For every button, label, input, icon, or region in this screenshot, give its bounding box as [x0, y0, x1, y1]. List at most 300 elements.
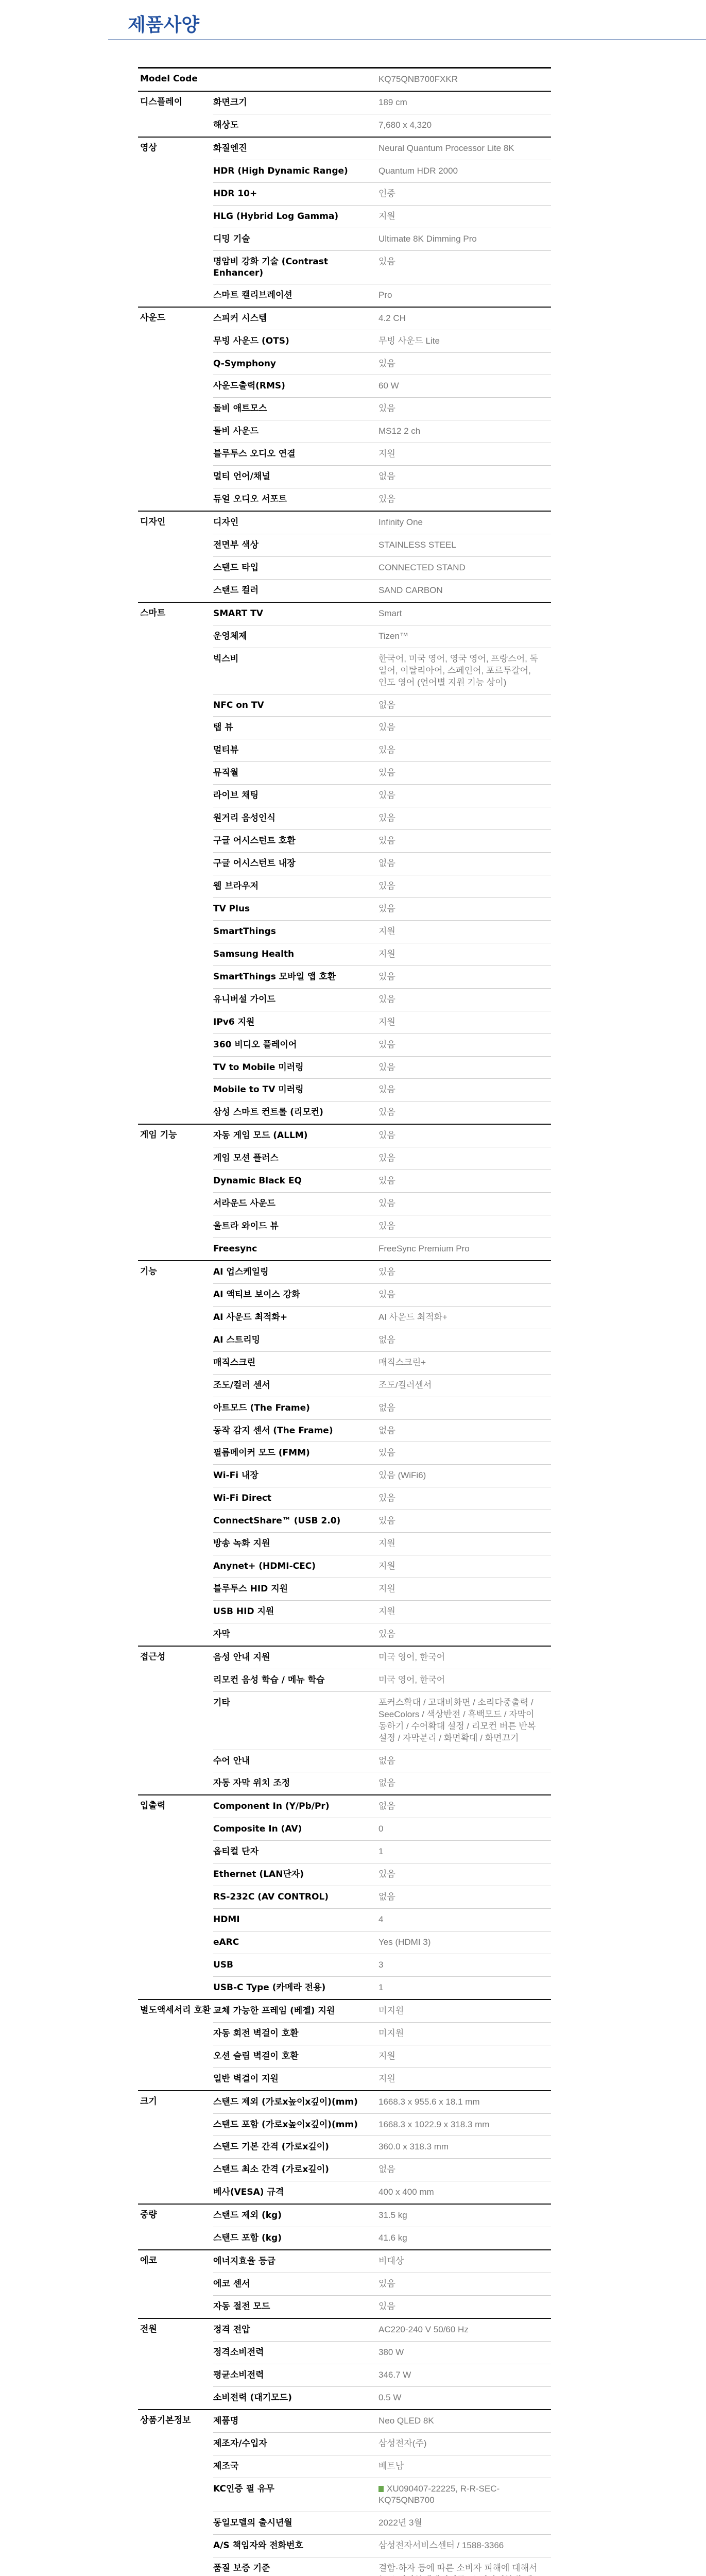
spec-value: 없음: [378, 853, 551, 875]
spec-value: 있음: [378, 1442, 551, 1465]
spec-label: 필름메이커 모드 (FMM): [213, 1442, 378, 1465]
spec-row: [138, 1329, 551, 1352]
spec-value: 베트남: [378, 2455, 551, 2478]
spec-row: [138, 1555, 551, 1578]
spec-label: Wi-Fi Direct: [213, 1487, 378, 1510]
spec-label: 에코 센서: [213, 2273, 378, 2296]
spec-label: 에너지효율 등급: [213, 2250, 378, 2273]
spec-row: [138, 2000, 551, 2023]
spec-category: [138, 228, 213, 251]
spec-category: [138, 466, 213, 488]
spec-label: 구글 어시스턴트 호환: [213, 830, 378, 853]
spec-label: 기타: [213, 1692, 378, 1750]
spec-category: [138, 1397, 213, 1420]
spec-row: [138, 921, 551, 943]
spec-row: [138, 1647, 551, 1669]
spec-label: 제조국: [213, 2455, 378, 2478]
spec-value: 있음: [378, 1215, 551, 1238]
spec-category: [138, 1692, 213, 1750]
spec-value: Quantum HDR 2000: [378, 160, 551, 183]
spec-value: 346.7 W: [378, 2364, 551, 2387]
spec-label: 360 비디오 플레이어: [213, 1034, 378, 1057]
spec-row: [138, 183, 551, 206]
spec-label: AI 업스케일링: [213, 1261, 378, 1284]
spec-value: 없음: [378, 1420, 551, 1443]
spec-label: 탭 뷰: [213, 717, 378, 739]
spec-category: [138, 625, 213, 648]
spec-category: [138, 2342, 213, 2364]
spec-table: [138, 67, 551, 2576]
spec-category: [138, 717, 213, 739]
spec-label: 자동 게임 모드 (ALLM): [213, 1125, 378, 1147]
spec-value: 지원: [378, 921, 551, 943]
spec-category: 상품기본정보: [140, 2415, 191, 2426]
spec-category: [138, 2045, 213, 2068]
spec-row: [138, 1465, 551, 1487]
spec-row: [138, 1795, 551, 1818]
spec-category: [138, 1750, 213, 1773]
spec-value: 지원: [378, 2045, 551, 2068]
spec-value: 31.5 kg: [378, 2205, 551, 2227]
spec-row: [138, 2512, 551, 2535]
spec-row: [138, 251, 551, 284]
spec-row: [138, 1147, 551, 1170]
spec-section: [138, 1124, 551, 1260]
spec-value: [378, 2478, 551, 2513]
spec-value: 380 W: [378, 2342, 551, 2364]
spec-value: STAINLESS STEEL: [378, 534, 551, 557]
spec-label: Q-Symphony: [213, 353, 378, 376]
spec-value: 지원: [378, 1011, 551, 1034]
spec-value: 있음: [378, 1079, 551, 1101]
spec-label: 스마트 캘리브레이션: [213, 290, 292, 300]
spec-value: 있음: [378, 1284, 551, 1307]
spec-category: [138, 1079, 213, 1101]
spec-value: 지원: [378, 2073, 395, 2083]
spec-label: 스탠드 최소 간격 (가로x깊이): [213, 2159, 378, 2181]
spec-value: 있음: [378, 830, 551, 853]
spec-category: [138, 943, 213, 966]
spec-section: [138, 2318, 551, 2409]
spec-category: [138, 1863, 213, 1886]
spec-value: 무빙 사운드 Lite: [378, 330, 551, 353]
spec-value: 7,680 x 4,320: [378, 120, 432, 130]
spec-label: 서라운드 사운드: [213, 1193, 378, 1215]
spec-label: TV Plus: [213, 898, 378, 921]
spec-row: [138, 1420, 551, 1443]
spec-row: [138, 1125, 551, 1147]
spec-row: [138, 2557, 551, 2576]
spec-category: [138, 443, 213, 466]
spec-row: [138, 1261, 551, 1284]
spec-label: 교체 가능한 프레임 (베젤) 지원: [213, 2000, 378, 2023]
spec-category: [138, 353, 213, 376]
spec-label: 돌비 애트모스: [213, 398, 378, 420]
spec-row: [138, 1954, 551, 1977]
spec-value: 지원: [378, 443, 551, 466]
spec-value-text: XU090407-22225, R-R-SEC-KQ75QNB700: [378, 2483, 500, 2505]
spec-category: [138, 183, 213, 206]
spec-label: 라이브 채팅: [213, 785, 378, 807]
spec-label: 동작 감지 센서 (The Frame): [213, 1420, 378, 1443]
spec-row: [138, 694, 551, 717]
spec-value: 있음: [378, 762, 551, 785]
spec-row: [138, 308, 551, 330]
spec-category: [138, 1909, 213, 1931]
spec-row: [138, 138, 551, 160]
spec-value: Neo QLED 8K: [378, 2410, 551, 2433]
spec-label: Mobile to TV 미러링: [213, 1079, 378, 1101]
spec-value: AC220-240 V 50/60 Hz: [378, 2319, 551, 2342]
spec-value: 2022년 3월: [378, 2512, 551, 2535]
spec-value: 있음: [378, 2273, 551, 2296]
spec-category: [138, 1442, 213, 1465]
spec-row: [138, 114, 551, 137]
spec-value: 미지원: [378, 2000, 551, 2023]
spec-label: 제품명: [213, 2410, 378, 2433]
spec-row: [138, 2159, 551, 2181]
spec-value: 3: [378, 1954, 551, 1977]
spec-section: [138, 2090, 551, 2204]
spec-row: [138, 625, 551, 648]
spec-label: 스탠드 제외 (kg): [213, 2205, 378, 2227]
spec-row: [138, 739, 551, 762]
spec-label: AI 스트리밍: [213, 1329, 378, 1352]
spec-category: [138, 580, 213, 602]
kc-mark-icon: [378, 2486, 384, 2492]
spec-category: [138, 2181, 213, 2204]
spec-label: 방송 녹화 지원: [213, 1533, 378, 1555]
spec-value: 1: [378, 1841, 551, 1863]
spec-label: 스탠드 기본 간격 (가로x깊이): [213, 2136, 378, 2159]
spec-value: 1668.3 x 1022.9 x 318.3 mm: [378, 2114, 551, 2137]
spec-label: HLG (Hybrid Log Gamma): [213, 206, 378, 228]
spec-category: 중량: [140, 2210, 157, 2221]
spec-category: [138, 114, 213, 137]
spec-category: [138, 966, 213, 989]
spec-category: [138, 1307, 213, 1329]
spec-row: [138, 1215, 551, 1238]
spec-row: [138, 1238, 551, 1260]
spec-row: [138, 557, 551, 580]
spec-label: SmartThings 모바일 앱 호환: [213, 966, 378, 989]
spec-value: 있음: [378, 1629, 395, 1639]
spec-label: 조도/컬러 센서: [213, 1375, 378, 1397]
spec-category: [138, 557, 213, 580]
spec-row: [138, 398, 551, 420]
spec-row: [138, 943, 551, 966]
spec-category: [138, 1034, 213, 1057]
spec-label: Dynamic Black EQ: [213, 1170, 378, 1193]
spec-category: [138, 398, 213, 420]
spec-value: 있음: [378, 1487, 551, 1510]
spec-row: [138, 2433, 551, 2455]
spec-label: AI 사운드 최적화+: [213, 1307, 378, 1329]
spec-row: [138, 1772, 551, 1794]
spec-value: 삼성전자서비스센터 / 1588-3366: [378, 2535, 551, 2557]
spec-label: 스탠드 제외 (가로x높이x깊이)(mm): [213, 2091, 378, 2114]
spec-value: Neural Quantum Processor Lite 8K: [378, 138, 551, 160]
spec-label: eARC: [213, 1931, 378, 1954]
spec-row: [138, 1057, 551, 1079]
spec-label: 게임 모션 플러스: [213, 1147, 378, 1170]
spec-category: [138, 1011, 213, 1034]
spec-row: [138, 2478, 551, 2513]
spec-row: [138, 2227, 551, 2249]
spec-row: [138, 785, 551, 807]
spec-row: [138, 488, 551, 511]
spec-category: [138, 330, 213, 353]
spec-category: [138, 534, 213, 557]
spec-row: [138, 603, 551, 625]
spec-label: 스탠드 타입: [213, 557, 378, 580]
spec-category: [138, 1931, 213, 1954]
spec-category: [138, 1954, 213, 1977]
spec-label: 삼성 스마트 컨트롤 (리모컨): [213, 1107, 323, 1118]
spec-value: 지원: [378, 1601, 551, 1623]
spec-row: [138, 1284, 551, 1307]
spec-row: [138, 1578, 551, 1601]
spec-category: [138, 2023, 213, 2045]
spec-label: Ethernet (LAN단자): [213, 1863, 378, 1886]
spec-value: 없음: [378, 694, 551, 717]
spec-category: 게임 기능: [140, 1130, 177, 1141]
spec-label: 돌비 사운드: [213, 420, 378, 443]
spec-row: [138, 1375, 551, 1397]
spec-category: [138, 1057, 213, 1079]
spec-category: [138, 2227, 213, 2249]
spec-category: [138, 2433, 213, 2455]
spec-category: [138, 1818, 213, 1841]
spec-row: [138, 898, 551, 921]
spec-value: 있음: [378, 875, 551, 898]
spec-category: [138, 1352, 213, 1375]
spec-row: [138, 1034, 551, 1057]
spec-value: 조도/컬러센서: [378, 1375, 551, 1397]
spec-value: 한국어, 미국 영어, 영국 영어, 프랑스어, 독일어, 이탈리아어, 스페인어, 포르투갈어, 인도 영어 (언어별 지원 기능 상이): [378, 648, 551, 694]
spec-section: [138, 1999, 551, 2090]
spec-category: [138, 1623, 213, 1646]
spec-label: KC인증 필 유무: [213, 2478, 378, 2513]
spec-label: 유니버설 가이드: [213, 989, 378, 1011]
spec-category: 크기: [140, 2096, 157, 2107]
spec-label: 화질엔진: [213, 138, 378, 160]
spec-row: [138, 206, 551, 228]
spec-value: 4: [378, 1909, 551, 1931]
spec-label: USB: [213, 1954, 378, 1977]
spec-row: [138, 1193, 551, 1215]
spec-row: [138, 1931, 551, 1954]
spec-label: 아트모드 (The Frame): [213, 1397, 378, 1420]
spec-label: 무빙 사운드 (OTS): [213, 330, 378, 353]
spec-row-model-code: [138, 69, 551, 91]
spec-row: [138, 648, 551, 694]
spec-row: [138, 1170, 551, 1193]
spec-row: [138, 353, 551, 376]
spec-row: [138, 1533, 551, 1555]
spec-category: [138, 1555, 213, 1578]
spec-label: NFC on TV: [213, 694, 378, 717]
spec-category: 전원: [140, 2324, 157, 2334]
spec-row: [138, 443, 551, 466]
spec-row: [138, 2068, 551, 2090]
spec-category: [138, 2068, 213, 2090]
spec-category: [138, 1772, 213, 1794]
spec-row: [138, 2342, 551, 2364]
spec-value: 없음: [378, 1778, 395, 1788]
spec-label: 웹 브라우저: [213, 875, 378, 898]
spec-category: 디자인: [140, 517, 166, 528]
spec-label: TV to Mobile 미러링: [213, 1057, 378, 1079]
spec-label: HDR 10+: [213, 183, 378, 206]
spec-value: 없음: [378, 1795, 551, 1818]
spec-value: SAND CARBON: [378, 585, 443, 595]
spec-label: Anynet+ (HDMI-CEC): [213, 1555, 378, 1578]
spec-label: 리모컨 음성 학습 / 메뉴 학습: [213, 1669, 378, 1692]
spec-value: 결함·하자 등에 따른 소비자 피해에 대해서: [378, 2563, 538, 2573]
spec-category: 기능: [140, 1266, 157, 1277]
spec-label: 뮤직월: [213, 762, 378, 785]
spec-value: 있음: [378, 1193, 551, 1215]
spec-category: [138, 807, 213, 830]
spec-row: [138, 2114, 551, 2137]
spec-row: [138, 1510, 551, 1533]
spec-row: [138, 580, 551, 602]
spec-value: 비대상: [378, 2250, 551, 2273]
spec-label: 해상도: [213, 120, 239, 130]
spec-row: [138, 160, 551, 183]
spec-label: AI 액티브 보이스 강화: [213, 1284, 378, 1307]
spec-category: [138, 2512, 213, 2535]
spec-value: 있음: [378, 1125, 551, 1147]
spec-row: [138, 1669, 551, 1692]
spec-section: [138, 91, 551, 137]
spec-value: 있음: [378, 966, 551, 989]
spec-category: [138, 1329, 213, 1352]
spec-label: Samsung Health: [213, 943, 378, 966]
spec-row: [138, 1442, 551, 1465]
spec-label: A/S 책임자와 전화번호: [213, 2535, 378, 2557]
spec-label: 매직스크린: [213, 1352, 378, 1375]
spec-value: Smart: [378, 603, 551, 625]
spec-label: 운영체제: [213, 625, 378, 648]
spec-category: [138, 1238, 213, 1260]
spec-label: Wi-Fi 내장: [213, 1465, 378, 1487]
spec-value: 있음: [378, 1057, 551, 1079]
spec-value: 189 cm: [378, 92, 551, 114]
spec-value: 매직스크린+: [378, 1352, 551, 1375]
title-divider: [108, 39, 706, 40]
spec-label: 자동 회전 벽걸이 호환: [213, 2023, 378, 2045]
spec-label: 자막: [213, 1629, 230, 1639]
spec-category: [138, 762, 213, 785]
spec-value: 있음: [378, 353, 551, 376]
spec-row: [138, 1977, 551, 1999]
spec-category: [138, 1147, 213, 1170]
spec-row: [138, 2387, 551, 2409]
spec-label: 동일모델의 출시년월: [213, 2512, 378, 2535]
spec-value: KQ75QNB700FXKR: [378, 74, 458, 84]
spec-value: 있음: [378, 785, 551, 807]
spec-category: [138, 1193, 213, 1215]
spec-row: [138, 2045, 551, 2068]
spec-label: 울트라 와이드 뷰: [213, 1215, 378, 1238]
spec-category: [138, 989, 213, 1011]
spec-category: [138, 1841, 213, 1863]
spec-value: 없음: [378, 466, 551, 488]
spec-label: 듀얼 오디오 서포트: [213, 494, 287, 505]
spec-category: [138, 2159, 213, 2181]
spec-row: [138, 534, 551, 557]
spec-row: [138, 2205, 551, 2227]
spec-category: [138, 853, 213, 875]
spec-label: 수어 안내: [213, 1750, 378, 1773]
spec-category: [138, 1533, 213, 1555]
spec-value: 있음: [378, 1147, 551, 1170]
spec-category: [138, 1284, 213, 1307]
spec-label: Component In (Y/Pb/Pr): [213, 1795, 378, 1818]
spec-category: [138, 2557, 213, 2576]
spec-row: [138, 853, 551, 875]
spec-value: 41.6 kg: [378, 2233, 407, 2243]
spec-value: Yes (HDMI 3): [378, 1931, 551, 1954]
spec-label: SMART TV: [213, 603, 378, 625]
spec-category: [138, 1669, 213, 1692]
spec-category: [138, 1420, 213, 1443]
spec-label: 평균소비전력: [213, 2364, 378, 2387]
spec-value: 있음: [378, 739, 551, 762]
spec-row: [138, 1750, 551, 1773]
spec-value: 60 W: [378, 375, 551, 398]
spec-row: [138, 92, 551, 114]
spec-category: [138, 830, 213, 853]
spec-value: 0.5 W: [378, 2392, 402, 2402]
spec-row: [138, 512, 551, 534]
spec-value: CONNECTED STAND: [378, 557, 551, 580]
spec-category: 에코: [140, 2256, 157, 2266]
spec-value: 있음: [378, 398, 551, 420]
spec-row: [138, 330, 551, 353]
spec-value: 있음: [378, 1863, 551, 1886]
spec-value: Infinity One: [378, 512, 551, 534]
spec-category: [138, 1510, 213, 1533]
spec-value: 인증: [378, 183, 551, 206]
spec-value: FreeSync Premium Pro: [378, 1244, 470, 1253]
spec-section: [138, 2409, 551, 2576]
spec-row: [138, 1841, 551, 1863]
spec-row: [138, 1079, 551, 1101]
spec-label: 멀티 언어/채널: [213, 466, 378, 488]
spec-category: [138, 785, 213, 807]
spec-value: 있음: [378, 1170, 551, 1193]
spec-category: [138, 284, 213, 307]
spec-value: 있음: [378, 1261, 551, 1284]
spec-label: 제조자/수입자: [213, 2433, 378, 2455]
spec-category: 디스플레이: [140, 96, 183, 107]
spec-value: 없음: [378, 1750, 551, 1773]
spec-category: [138, 921, 213, 943]
spec-category: [138, 2296, 213, 2318]
spec-row: [138, 2319, 551, 2342]
spec-category: [138, 2455, 213, 2478]
spec-category: [138, 1375, 213, 1397]
spec-section: [138, 2249, 551, 2318]
spec-value: 지원: [378, 1533, 551, 1555]
spec-category: 사운드: [140, 312, 166, 323]
spec-category: 입출력: [140, 1801, 166, 1811]
spec-value: 있음: [378, 1034, 551, 1057]
spec-category: [138, 206, 213, 228]
